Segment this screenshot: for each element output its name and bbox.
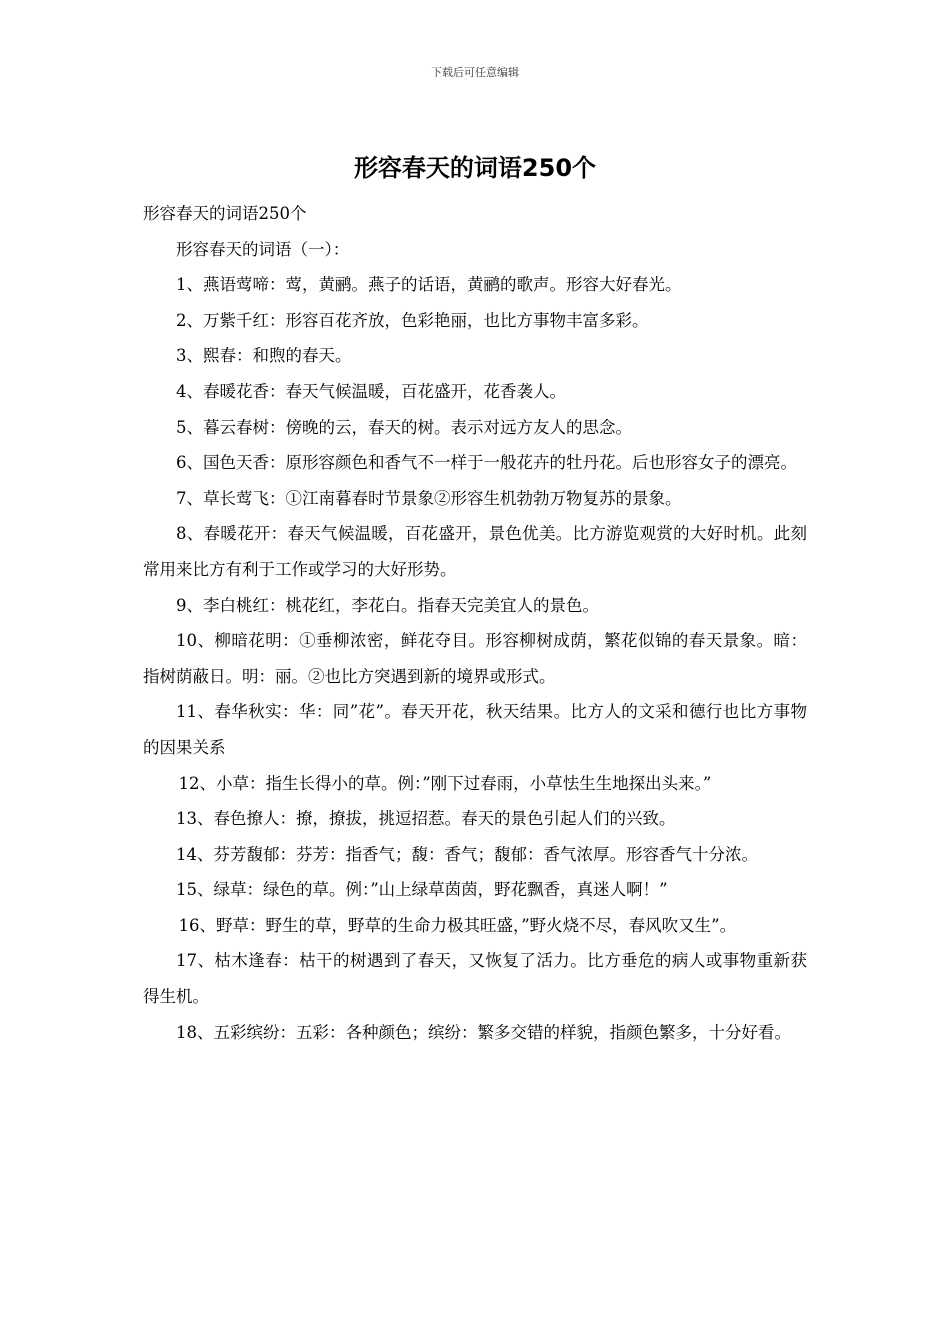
list-item: 1、燕语莺啼：莺，黄鹂。燕子的话语，黄鹂的歌声。形容大好春光。 — [176, 275, 682, 295]
list-item: 7、草长莺飞：①江南暮春时节景象②形容生机勃勃万物复苏的景象。 — [176, 488, 682, 508]
document-title: 形容春天的词语250个 — [353, 154, 597, 182]
list-item: 15、绿草：绿色的草。例：”山上绿草茵茵，野花飘香，真迷人啊！” — [176, 880, 668, 900]
list-item: 4、春暖花香：春天气候温暖，百花盛开，花香袭人。 — [176, 381, 566, 401]
list-item: 2、万紫千红：形容百花齐放，色彩艳丽，也比方事物丰富多彩。 — [176, 310, 649, 330]
list-item: 3、熙春：和煦的春天。 — [176, 346, 352, 366]
list-item: 13、春色撩人：撩，撩拔，挑逗招惹。春天的景色引起人们的兴致。 — [176, 809, 676, 829]
list-item: 10、柳暗花明：①垂柳浓密，鲜花夺目。形容柳树成荫，繁花似锦的春天景象。暗：指树荫蔽日。明：丽。②也比方突遇到新的境界或形式。 — [143, 631, 807, 686]
header-note: 下载后可任意编辑 — [431, 66, 519, 79]
list-item: 11、春华秋实：华：同”花”。春天开花，秋天结果。比方人的文采和德行也比方事物的因果关系 — [143, 702, 807, 757]
intro-line: 形容春天的词语250个 — [143, 204, 307, 223]
list-item: 8、春暖花开：春天气候温暖，百花盛开，景色优美。比方游览观赏的大好时机。此刻常用来比方有利于工作或学习的大好形势。 — [143, 524, 807, 579]
list-item: 17、枯木逢春：枯干的树遇到了春天，又恢复了活力。比方垂危的病人或事物重新获得生机。 — [143, 951, 807, 1007]
list-item: 14、芬芳馥郁：芬芳：指香气；馥：香气；馥郁：香气浓厚。形容香气十分浓。 — [176, 844, 758, 864]
list-item: 6、国色天香：原形容颜色和香气不一样于一般花卉的牡丹花。后也形容女子的漂亮。 — [176, 453, 797, 473]
list-item: 16、野草：野生的草，野草的生命力极其旺盛，”野火烧不尽，春风吹又生”。 — [178, 915, 737, 935]
document-body — [143, 196, 807, 1050]
list-item: 9、李白桃红：桃花红，李花白。指春天完美宜人的景色。 — [176, 595, 599, 615]
section-heading: 形容春天的词语（一）： — [176, 239, 350, 259]
list-item: 12、小草：指生长得小的草。例：”刚下过春雨，小草怯生生地探出头来。” — [178, 773, 712, 793]
list-item: 5、暮云春树：傍晚的云，春天的树。表示对远方友人的思念。 — [176, 417, 632, 437]
list-item: 18、五彩缤纷：五彩：各种颜色；缤纷：繁多交错的样貌，指颜色繁多，十分好看。 — [176, 1022, 791, 1042]
